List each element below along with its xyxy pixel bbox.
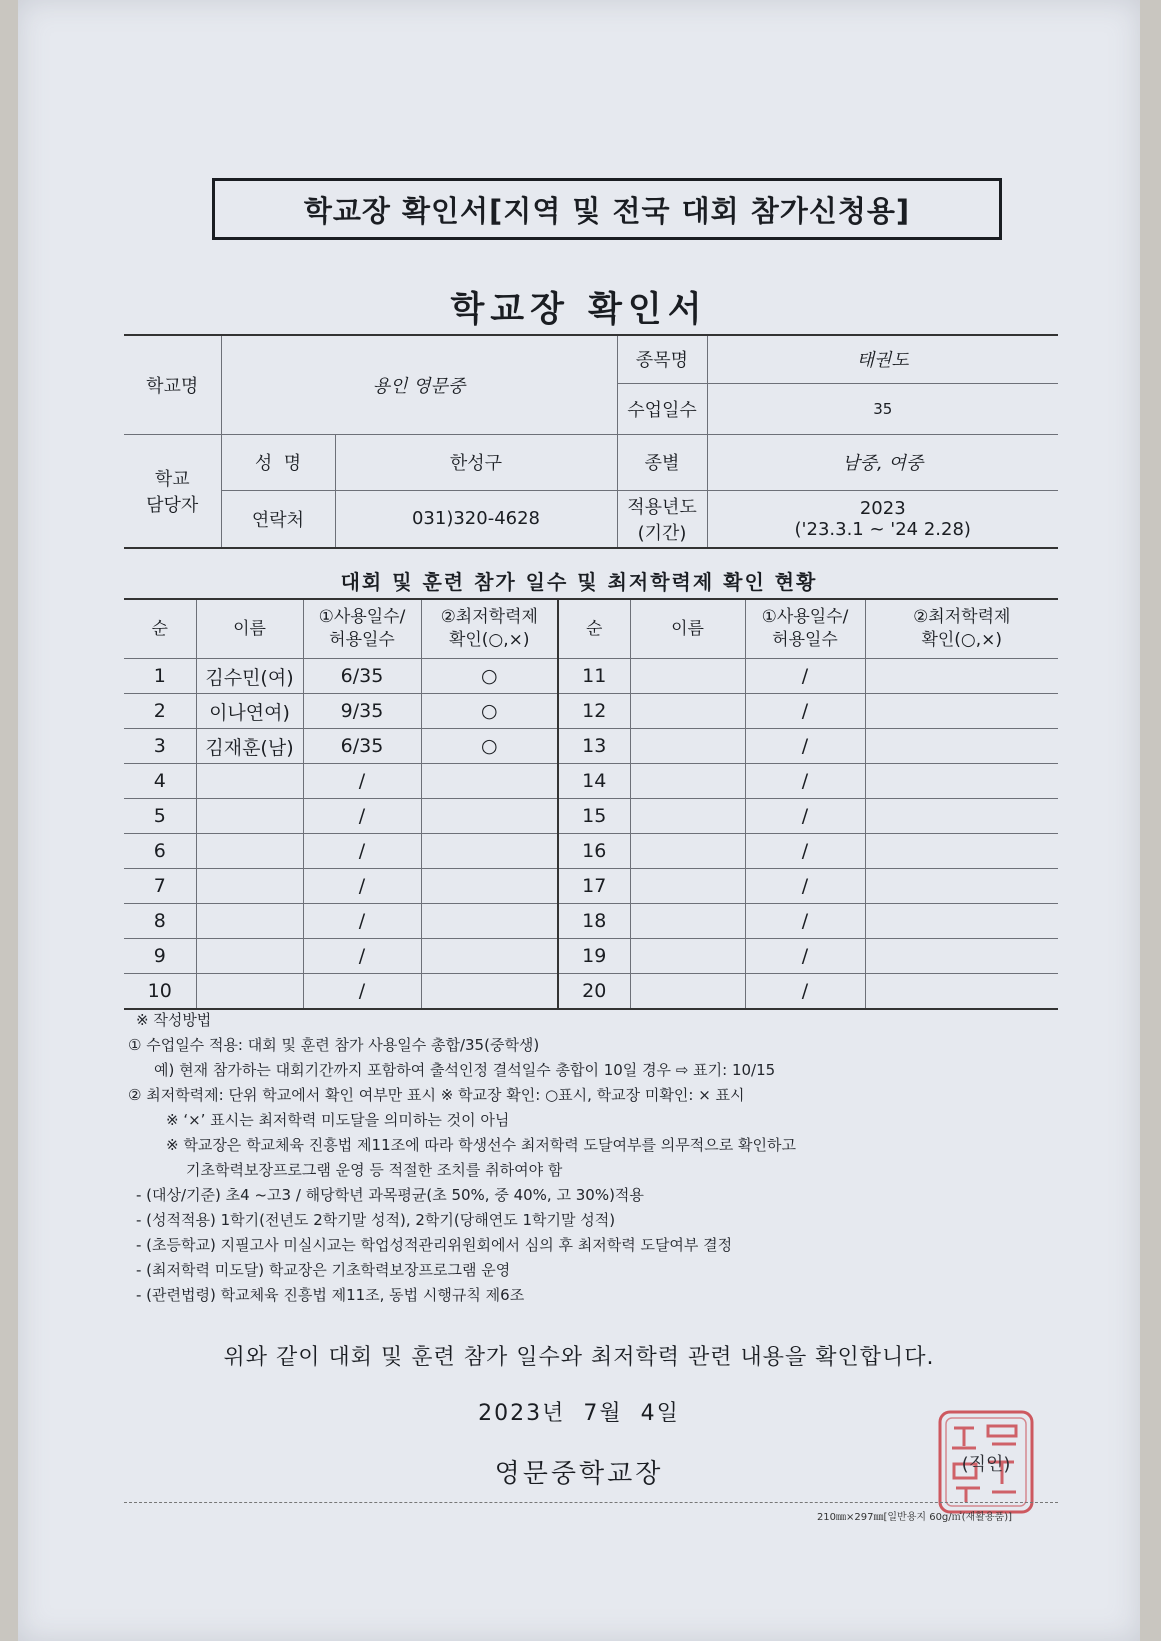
main-title: 학교장 확인서 <box>450 290 708 330</box>
row-name-right <box>630 659 745 694</box>
row-days-left: / <box>303 764 421 799</box>
row-no-right: 20 <box>558 974 630 1010</box>
row-days-right: / <box>745 834 865 869</box>
row-check-left <box>421 799 558 834</box>
year-label-line-2: (기간) <box>637 522 687 544</box>
instruction-line: - (최저학력 미도달) 학교장은 기초학력보장프로그램 운영 <box>136 1261 511 1279</box>
row-name-left <box>196 939 303 974</box>
contact-value: 031)320-4628 <box>335 490 617 548</box>
year-label <box>617 490 707 548</box>
row-name-left: 김재훈(남) <box>196 729 303 764</box>
table-row <box>124 764 1058 799</box>
row-check-right <box>865 764 1058 799</box>
header-check-line-2: 확인(○,×) <box>448 630 530 650</box>
document-page <box>18 0 1140 1641</box>
row-no-right: 13 <box>558 729 630 764</box>
year-value: 2023 <box>859 497 906 519</box>
contact-label: 연락처 <box>221 490 335 548</box>
official-seal-stamp <box>936 1408 1036 1516</box>
header-days-line-1: ①사용일수/ <box>318 607 406 628</box>
instruction-line: ① 수업일수 적용: 대회 및 훈련 참가 사용일수 총합/35(중학생) <box>128 1036 540 1054</box>
header-name-left: 이름 <box>196 599 303 659</box>
principal-signature: 영문중학교장 <box>494 1459 664 1489</box>
row-no-right: 14 <box>558 764 630 799</box>
manager-name-value: 한성구 <box>335 434 617 490</box>
row-check-left <box>421 764 558 799</box>
row-no-right: 12 <box>558 694 630 729</box>
school-name-value: 용인 영문중 <box>221 335 617 434</box>
row-days-left: 9/35 <box>303 694 421 729</box>
row-name-right <box>630 869 745 904</box>
row-no-right: 17 <box>558 869 630 904</box>
confirmation-date: 2023년 7월 4일 <box>478 1401 680 1426</box>
table-row <box>124 694 1058 729</box>
table-row <box>124 729 1058 764</box>
header-check-left <box>421 599 558 659</box>
row-no-left: 10 <box>124 974 196 1010</box>
row-check-right <box>865 729 1058 764</box>
row-name-left <box>196 974 303 1010</box>
row-no-right: 15 <box>558 799 630 834</box>
row-no-left: 2 <box>124 694 196 729</box>
row-name-right <box>630 799 745 834</box>
header-check-line-2: 확인(○,×) <box>921 630 1003 650</box>
header-name-right: 이름 <box>630 599 745 659</box>
manager-label-line-1: 학교 <box>154 468 190 490</box>
row-check-left <box>421 869 558 904</box>
header-days-line-2: 허용일수 <box>329 630 395 650</box>
row-no-right: 18 <box>558 904 630 939</box>
row-days-left: / <box>303 974 421 1010</box>
row-name-right <box>630 939 745 974</box>
year-label-line-1: 적용년도 <box>627 496 697 518</box>
row-name-left <box>196 904 303 939</box>
row-check-right <box>865 869 1058 904</box>
sport-value: 태권도 <box>707 335 1058 383</box>
class-days-value: 35 <box>707 383 1058 434</box>
row-check-left: ○ <box>421 694 558 729</box>
table-row <box>124 659 1058 694</box>
row-check-right <box>865 974 1058 1010</box>
row-no-left: 3 <box>124 729 196 764</box>
row-days-right: / <box>745 904 865 939</box>
row-days-left: 6/35 <box>303 729 421 764</box>
row-no-left: 4 <box>124 764 196 799</box>
table-row <box>124 974 1058 1010</box>
row-no-right: 19 <box>558 939 630 974</box>
confirmation-statement: 위와 같이 대회 및 훈련 참가 일수와 최저학력 관련 내용을 확인합니다. <box>223 1345 935 1370</box>
row-name-left: 이나연여) <box>196 694 303 729</box>
row-days-left: / <box>303 904 421 939</box>
manager-name-label: 성 명 <box>221 434 335 490</box>
row-check-left: ○ <box>421 659 558 694</box>
header-check-line-1: ②최저학력제 <box>913 607 1011 628</box>
row-name-right <box>630 694 745 729</box>
table-row <box>124 799 1058 834</box>
instruction-line: 기초학력보장프로그램 운영 등 적절한 조치를 취하여야 함 <box>186 1161 563 1179</box>
row-days-left: / <box>303 869 421 904</box>
instruction-line: - (성적적용) 1학기(전년도 2학기말 성적), 2학기(당해연도 1학기말 성적) <box>136 1211 616 1229</box>
header-no-left: 순 <box>124 599 196 659</box>
period-value: ('23.3.1 ~ '24 2.28) <box>794 518 971 540</box>
row-check-right <box>865 694 1058 729</box>
instruction-line: - (관련법령) 학교체육 진흥법 제11조, 동법 시행규칙 제6조 <box>136 1286 525 1304</box>
school-info-table <box>124 334 1058 549</box>
school-name-label: 학교명 <box>124 335 221 434</box>
row-no-left: 9 <box>124 939 196 974</box>
instruction-line: 예) 현재 참가하는 대회기간까지 포함하여 출석인정 결석일수 총합이 10일 경우 ⇨ 표기: 10/15 <box>154 1061 776 1079</box>
seal-label: (직인) <box>961 1454 1011 1475</box>
row-no-right: 11 <box>558 659 630 694</box>
row-name-left <box>196 869 303 904</box>
sport-label: 종목명 <box>617 335 707 383</box>
instruction-line: - (초등학교) 지필고사 미실시교는 학업성적관리위원회에서 심의 후 최저학력 도달여부 결정 <box>136 1236 733 1254</box>
row-check-right <box>865 659 1058 694</box>
row-name-left: 김수민(여) <box>196 659 303 694</box>
row-name-right <box>630 764 745 799</box>
row-check-left <box>421 904 558 939</box>
section-title: 대회 및 훈련 참가 일수 및 최저학력제 확인 현황 <box>340 570 818 594</box>
row-check-right <box>865 799 1058 834</box>
document-header-title: 학교장 확인서[지역 및 전국 대회 참가신청용] <box>212 178 1002 240</box>
table-row <box>124 834 1058 869</box>
row-no-left: 5 <box>124 799 196 834</box>
year-value-cell <box>707 490 1058 548</box>
row-name-left <box>196 834 303 869</box>
row-days-right: / <box>745 939 865 974</box>
row-check-left <box>421 834 558 869</box>
row-days-left: 6/35 <box>303 659 421 694</box>
header-days-line-2: 허용일수 <box>772 630 838 650</box>
row-check-right <box>865 834 1058 869</box>
category-value: 남중, 여중 <box>707 434 1058 490</box>
table-row <box>124 869 1058 904</box>
writing-instructions <box>128 1008 1068 1308</box>
row-no-left: 6 <box>124 834 196 869</box>
instruction-line: ※ ‘×’ 표시는 최저학력 미도달을 의미하는 것이 아님 <box>166 1111 510 1129</box>
header-days-line-1: ①사용일수/ <box>761 607 849 628</box>
row-check-right <box>865 904 1058 939</box>
row-days-right: / <box>745 659 865 694</box>
manager-label-line-2: 담당자 <box>146 494 199 516</box>
row-days-right: / <box>745 974 865 1010</box>
row-check-right <box>865 939 1058 974</box>
header-days-left <box>303 599 421 659</box>
row-no-right: 16 <box>558 834 630 869</box>
row-name-right <box>630 904 745 939</box>
header-days-right <box>745 599 865 659</box>
row-days-right: / <box>745 764 865 799</box>
row-check-left <box>421 939 558 974</box>
row-no-left: 8 <box>124 904 196 939</box>
header-check-right <box>865 599 1058 659</box>
instruction-line: ※ 학교장은 학교체육 진흥법 제11조에 따라 학생선수 최저학력 도달여부를 의무적으로 확인하고 <box>166 1136 796 1154</box>
row-days-right: / <box>745 799 865 834</box>
participation-table <box>124 598 1058 1010</box>
header-no-right: 순 <box>558 599 630 659</box>
footer-divider <box>124 1502 1058 1503</box>
row-name-right <box>630 729 745 764</box>
class-days-label: 수업일수 <box>617 383 707 434</box>
instruction-line: - (대상/기준) 초4 ~고3 / 해당학년 과목평균(초 50%, 중 40%, 고 30%)적용 <box>136 1186 644 1204</box>
row-days-left: / <box>303 799 421 834</box>
row-name-right <box>630 974 745 1010</box>
instruction-line: ② 최저학력제: 단위 학교에서 확인 여부만 표시 ※ 학교장 확인: ○표시, 학교장 미확인: × 표시 <box>128 1086 745 1104</box>
row-no-left: 7 <box>124 869 196 904</box>
row-name-left <box>196 799 303 834</box>
table-row <box>124 904 1058 939</box>
row-days-right: / <box>745 694 865 729</box>
category-label: 종별 <box>617 434 707 490</box>
instruction-line: ※ 작성방법 <box>136 1011 212 1029</box>
table-header-row <box>124 599 1058 659</box>
row-days-right: / <box>745 869 865 904</box>
row-days-right: / <box>745 729 865 764</box>
row-days-left: / <box>303 939 421 974</box>
row-no-left: 1 <box>124 659 196 694</box>
header-check-line-1: ②최저학력제 <box>440 607 538 628</box>
manager-label <box>124 434 221 548</box>
row-check-left: ○ <box>421 729 558 764</box>
paper-spec-footer: 210㎜×297㎜[일반용지 60g/㎡(재활용품)] <box>816 1512 1012 1523</box>
row-name-right <box>630 834 745 869</box>
table-row <box>124 939 1058 974</box>
row-name-left <box>196 764 303 799</box>
row-check-left <box>421 974 558 1010</box>
row-days-left: / <box>303 834 421 869</box>
